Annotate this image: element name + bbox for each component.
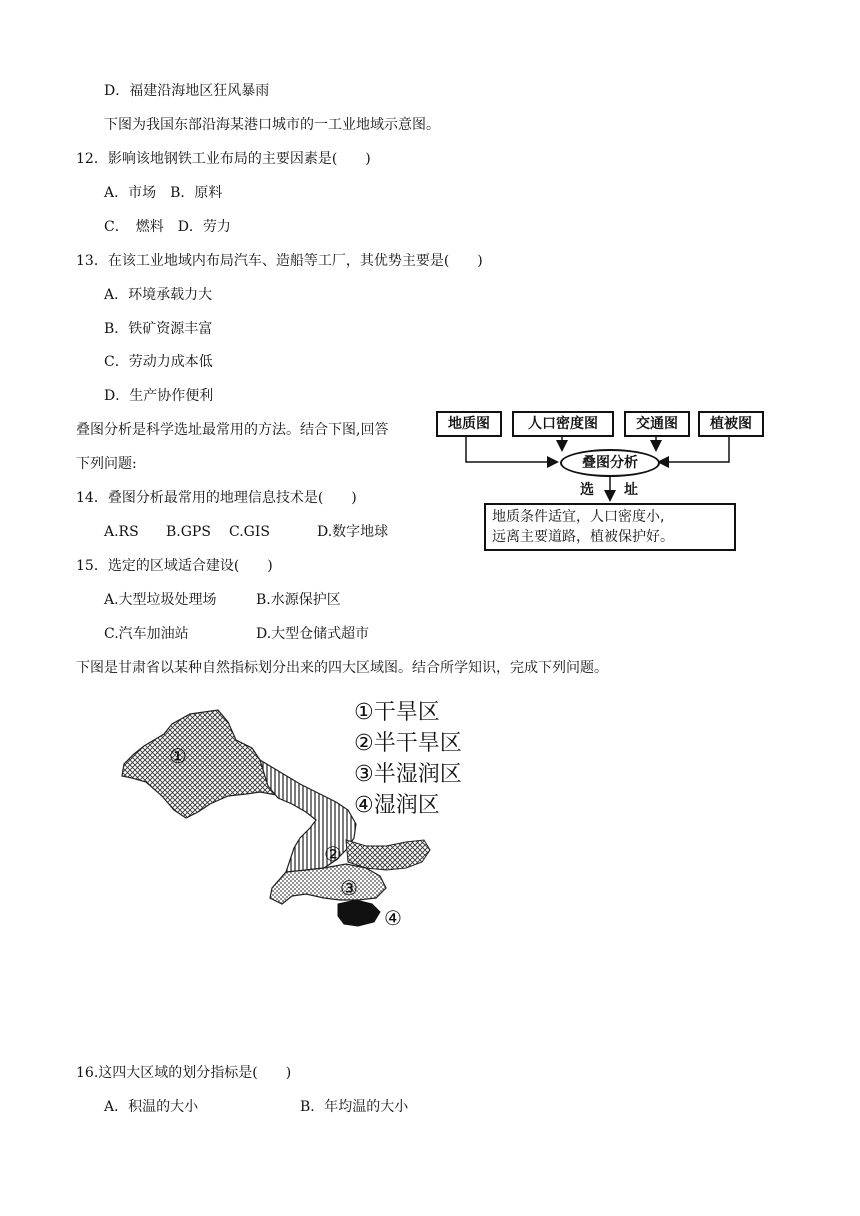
q13-option-d: D．生产协作便利 xyxy=(104,388,214,404)
select-right-label: 址 xyxy=(624,482,638,498)
q12-options-cd: C． 燃料 D．劳力 xyxy=(104,219,231,235)
q16-option-a: A．积温的大小 xyxy=(104,1099,199,1115)
intro-industrial: 下图为我国东部沿海某港口城市的一工业地域示意图。 xyxy=(104,117,440,133)
q16-option-b: B．年均温的大小 xyxy=(300,1099,409,1115)
q14-option-a: A.RS xyxy=(104,524,139,540)
result-line-1: 地质条件适宜，人口密度小, xyxy=(492,509,665,525)
region-label-1: ① xyxy=(169,744,187,768)
q12-options-ab: A．市场 B．原料 xyxy=(104,185,223,201)
question-12: 12．影响该地钢铁工业布局的主要因素是( ) xyxy=(76,151,371,167)
q13-option-a: A．环境承载力大 xyxy=(104,287,213,303)
region-arid xyxy=(122,710,306,818)
q14-option-c: C.GIS xyxy=(229,524,270,540)
intro-overlay-line1: 叠图分析是科学选址最常用的方法。结合下图,回答 xyxy=(76,422,389,438)
selection-result-box xyxy=(484,503,736,551)
question-15: 15．选定的区域适合建设( ) xyxy=(76,558,273,574)
select-left-label: 选 xyxy=(580,482,594,498)
input-population-density-map: 人口密度图 xyxy=(512,411,614,437)
input-vegetation-map: 植被图 xyxy=(698,411,764,437)
legend-humid: ④湿润区 xyxy=(354,793,440,818)
q11-option-d: D．福建沿海地区狂风暴雨 xyxy=(104,83,270,99)
overlay-analysis-node: 叠图分析 xyxy=(560,449,660,477)
region-label-3: ③ xyxy=(340,876,358,900)
intro-overlay-line2: 下列问题: xyxy=(76,456,137,472)
q15-option-b: B.水源保护区 xyxy=(256,592,341,608)
legend-semi-arid: ②半干旱区 xyxy=(354,731,462,756)
question-13: 13．在该工业地域内布局汽车、造船等工厂，其优势主要是( ) xyxy=(76,253,483,269)
overlay-analysis-flowchart xyxy=(434,405,764,553)
q14-option-b: B.GPS xyxy=(166,524,211,540)
question-14: 14．叠图分析最常用的地理信息技术是( ) xyxy=(76,490,357,506)
q14-option-d: D.数字地球 xyxy=(317,524,389,540)
legend-semi-humid: ③半湿润区 xyxy=(354,762,462,787)
input-traffic-map: 交通图 xyxy=(624,411,690,437)
q15-option-a: A.大型垃圾处理场 xyxy=(104,592,217,608)
region-label-2: ② xyxy=(324,842,342,866)
region-label-4: ④ xyxy=(384,906,402,930)
q15-option-c: C.汽车加油站 xyxy=(104,626,189,642)
q13-option-b: B．铁矿资源丰富 xyxy=(104,321,213,337)
q13-option-c: C．劳动力成本低 xyxy=(104,354,213,370)
gansu-region-map xyxy=(110,700,490,940)
intro-gansu: 下图是甘肃省以某种自然指标划分出来的四大区域图。结合所学知识，完成下列问题。 xyxy=(76,660,608,676)
question-16: 16.这四大区域的划分指标是( ) xyxy=(76,1065,292,1081)
legend-arid: ①干旱区 xyxy=(354,700,440,725)
region-humid xyxy=(338,900,380,926)
result-line-2: 远离主要道路，植被保护好。 xyxy=(492,529,674,545)
q15-option-d: D.大型仓储式超市 xyxy=(256,626,370,642)
input-geology-map: 地质图 xyxy=(436,411,502,437)
